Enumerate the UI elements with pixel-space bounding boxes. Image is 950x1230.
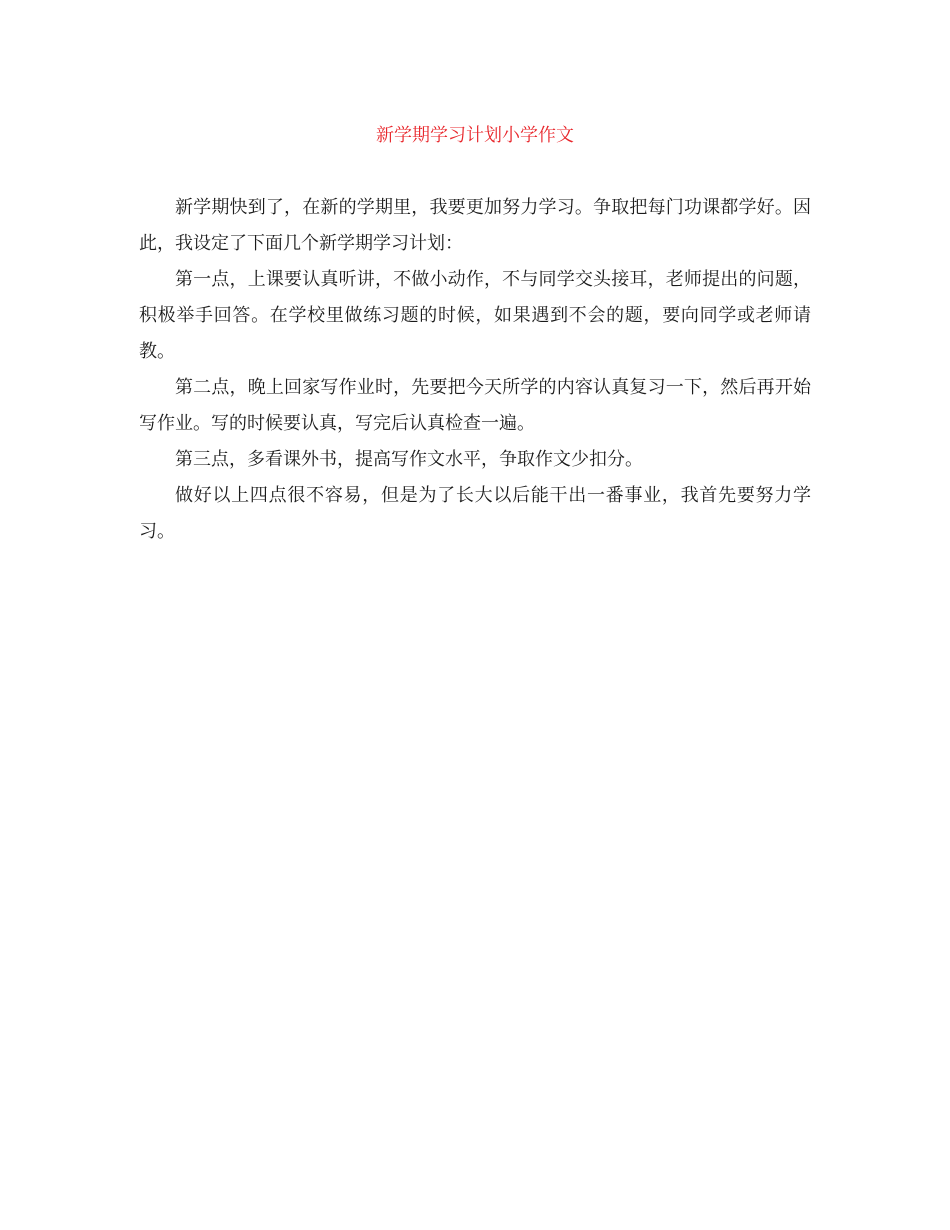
document-title: 新学期学习计划小学作文 (376, 125, 574, 146)
paragraph-point-one: 第一点，上课要认真听讲，不做小动作，不与同学交头接耳，老师提出的问题，积极举手回答。在学校里做练习题的时候，如果遇到不会的题，要向同学或老师请教。 (139, 269, 811, 362)
document-body (139, 190, 811, 550)
paragraph-intro: 新学期快到了，在新的学期里，我要更加努力学习。争取把每门功课都学好。因此，我设定了下面几个新学期学习计划： (139, 197, 811, 254)
paragraph-conclusion: 做好以上四点很不容易，但是为了长大以后能干出一番事业，我首先要努力学习。 (139, 485, 811, 542)
paragraph-point-two: 第二点，晚上回家写作业时，先要把今天所学的内容认真复习一下，然后再开始写作业。写的时候要认真，写完后认真检查一遍。 (139, 377, 811, 434)
paragraph-point-three: 第三点，多看课外书，提高写作文水平，争取作文少扣分。 (175, 449, 643, 470)
